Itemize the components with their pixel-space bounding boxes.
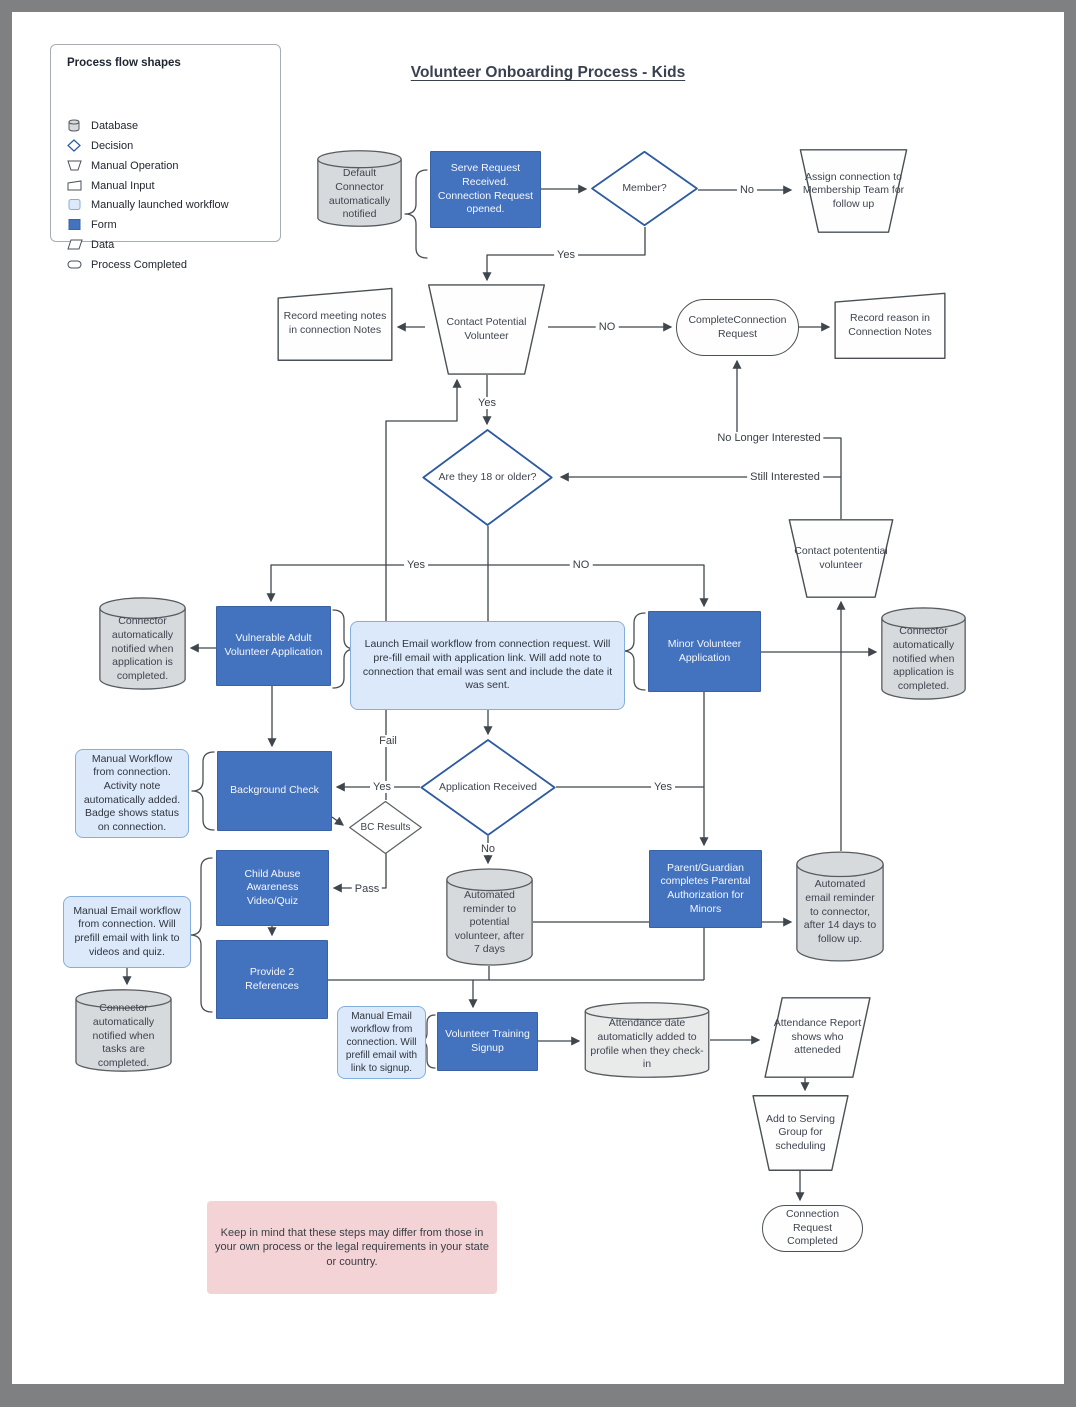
node-connector-notified-tasks[interactable] [75, 989, 172, 1072]
node-parent-guardian-authorization[interactable] [649, 850, 762, 928]
manually-launched-workflow-icon [67, 198, 83, 211]
edge-label-app-no: No [478, 843, 498, 855]
legend-item-form [67, 218, 117, 231]
edge-label-app-yes-left: Yes [370, 781, 394, 793]
node-record-meeting-notes[interactable] [277, 287, 393, 361]
node-label: Serve Request Received. Connection Request opened. [437, 162, 534, 216]
node-label: Parent/Guardian completes Parental Authorization for Minors [660, 861, 751, 915]
node-label: Contact potentential volunteer [794, 544, 888, 571]
edge-label-pass: Pass [352, 883, 382, 895]
node-label: Vulnerable Adult Volunteer Application [224, 632, 323, 658]
node-bc-results-decision[interactable] [349, 801, 422, 854]
node-background-check[interactable] [217, 751, 332, 831]
node-member-decision[interactable] [591, 151, 698, 226]
node-label: Attendance Report shows who atteneded [773, 1017, 862, 1057]
node-provide-2-references[interactable] [216, 940, 328, 1019]
edge-label-member-yes: Yes [554, 249, 578, 261]
node-minor-volunteer-application[interactable] [648, 611, 761, 692]
edge-label-app-yes-right: Yes [651, 781, 675, 793]
legend-item-label: Decision [91, 139, 134, 152]
legend-title: Process flow shapes [67, 57, 181, 69]
node-label: Manual Workflow from connection. Activity note automatically added. Badge shows status on connection. [83, 752, 181, 833]
legend-item-data [67, 238, 114, 251]
edge-label-age-yes: Yes [404, 559, 428, 571]
node-label: Record meeting notes in connection Notes [283, 310, 387, 336]
node-label: Attendance date automaticlly added to profile when they check-in [590, 1017, 704, 1071]
node-are-they-18[interactable] [422, 429, 553, 526]
node-label: Assign connection to Membership Team for follow up [802, 170, 905, 210]
legend-item-manually-launched-workflow [67, 198, 229, 211]
node-label: Volunteer Training Signup [445, 1027, 530, 1054]
node-serve-request[interactable] [430, 151, 541, 228]
legend-item-process-completed [67, 258, 187, 271]
node-label: Add to Serving Group for scheduling [766, 1112, 835, 1152]
node-automated-email-14-days[interactable] [796, 851, 884, 962]
legend-item-manual-input [67, 179, 155, 192]
node-label: Background Check [230, 784, 319, 797]
node-label: Member? [622, 181, 667, 194]
node-label: Contact Potential Volunteer [446, 315, 527, 342]
node-label: CompleteConnection Request [688, 313, 787, 340]
decision-icon [67, 139, 83, 152]
node-vulnerable-adult-application[interactable] [216, 606, 331, 686]
node-assign-connection[interactable] [797, 149, 910, 233]
node-label: Are they 18 or older? [438, 470, 537, 483]
manual-input-icon [67, 179, 83, 192]
node-label: Connector automatically notified when application is completed. [111, 615, 174, 682]
node-manual-workflow-note[interactable] [75, 749, 189, 838]
node-label: Minor Volunteer Application [667, 637, 742, 664]
node-label: Launch Email workflow from connection request. Will pre-fill email with application link. Will add note to connection that email was sent and include the date it was sent. [362, 638, 613, 692]
node-connector-notified-right[interactable] [881, 607, 966, 700]
node-label: Connector automatically notified when tasks are completed. [92, 1002, 155, 1069]
node-contact-potential-volunteer[interactable] [425, 284, 548, 375]
node-label: Keep in mind that these steps may differ from those in your own process or the legal requirements in your state or country. [215, 1227, 489, 1268]
legend-item-label: Form [91, 218, 117, 231]
data-icon [67, 238, 83, 251]
edge-label-fail: Fail [376, 735, 400, 747]
node-automated-reminder-7-days[interactable] [446, 868, 533, 966]
legend-item-manual-operation [67, 159, 178, 172]
page-title: Volunteer Onboarding Process - Kids [410, 64, 686, 81]
node-application-received-decision[interactable] [420, 739, 556, 836]
node-connector-notified-left[interactable] [99, 597, 186, 690]
legend-item-label: Process Completed [91, 258, 187, 271]
legend-item-label: Data [91, 238, 115, 251]
node-record-reason[interactable] [834, 292, 946, 359]
edge-label-still-interested: Still Interested [747, 471, 823, 483]
node-child-abuse-video-quiz[interactable] [216, 850, 329, 926]
edge-label-contact-yes: Yes [475, 397, 499, 409]
node-manual-email-videos-note[interactable] [63, 896, 191, 968]
node-attendance-date[interactable] [584, 1002, 710, 1078]
node-label: Application Received [438, 780, 538, 793]
node-launch-email-workflow-note[interactable] [350, 621, 625, 710]
legend-item-label: Database [91, 119, 139, 132]
node-label: Automated reminder to potential volunteer, after 7 days [454, 888, 525, 956]
node-attendance-report[interactable] [764, 997, 871, 1078]
node-add-to-serving-group[interactable] [750, 1095, 851, 1171]
legend-item-decision [67, 139, 133, 152]
node-label: Provide 2 References [245, 965, 299, 992]
node-label: Child Abuse Awareness Video/Quiz [244, 867, 301, 907]
edge-label-member-no: No [737, 184, 757, 196]
node-connection-request-completed[interactable] [762, 1205, 863, 1252]
database-icon [67, 119, 83, 132]
form-icon [67, 218, 83, 231]
node-label: Record reason in Connection Notes [848, 311, 932, 338]
legend-item-label: Manual Input [91, 179, 155, 192]
node-manual-email-signup-note[interactable] [337, 1006, 426, 1079]
legend-item-database [67, 119, 138, 132]
node-keep-in-mind-note[interactable] [207, 1201, 497, 1294]
node-label: Connector automatically notified when application is completed. [892, 625, 955, 692]
node-label: Default Connector automatically notified [328, 167, 391, 221]
legend-item-label: Manually launched workflow [91, 198, 229, 211]
node-label: Manual Email workflow from connection. Will prefill email with link to signup. [345, 1011, 418, 1074]
process-completed-icon [67, 258, 83, 271]
edge-label-age-no: NO [570, 559, 593, 571]
manual-operation-icon [67, 159, 83, 172]
legend-item-label: Manual Operation [91, 159, 179, 172]
edge-label-contact-no: NO [596, 321, 619, 333]
node-label: Manual Email workflow from connection. Will prefill email with link to videos and quiz. [73, 904, 181, 958]
node-volunteer-training-signup[interactable] [437, 1012, 538, 1071]
edge-label-no-longer-interested: No Longer Interested [714, 432, 823, 444]
node-complete-connection-request[interactable] [676, 299, 799, 356]
node-default-connector[interactable] [317, 150, 402, 227]
node-label: BC Results [360, 822, 411, 833]
node-label: Automated email reminder to connector, after 14 days to follow up. [803, 878, 877, 945]
legend-panel [50, 44, 281, 271]
node-label: Connection Request Completed [785, 1208, 840, 1248]
node-contact-potentential-volunteer[interactable] [786, 519, 896, 598]
